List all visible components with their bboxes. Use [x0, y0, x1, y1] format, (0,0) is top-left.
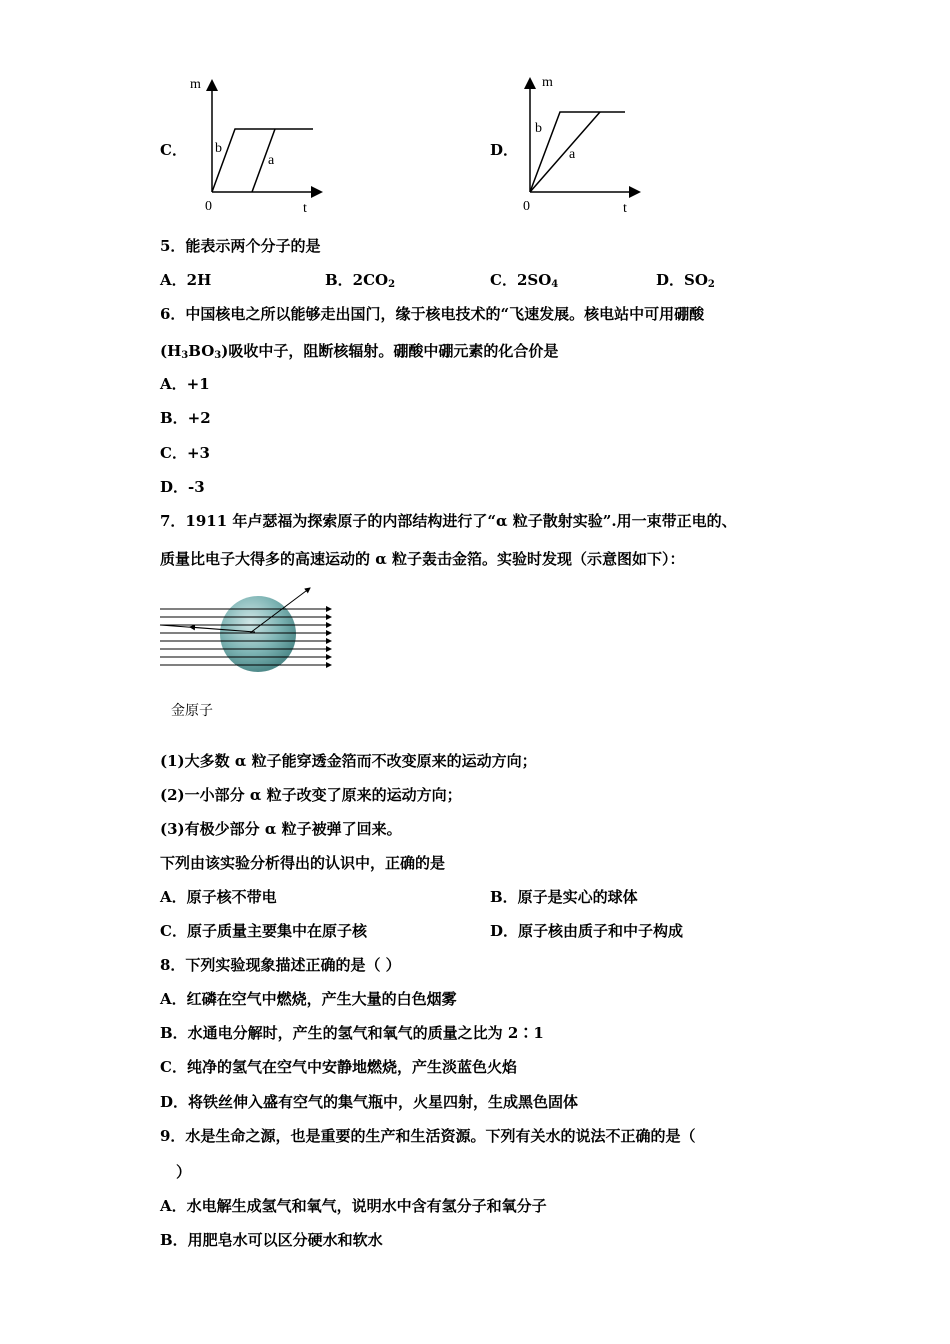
q8-option-d: D．将铁丝伸入盛有空气的集气瓶中，火星四射，生成黑色固体: [160, 1093, 579, 1111]
q6-option-d: D．-3: [160, 478, 205, 496]
curve-a-label: a: [268, 153, 275, 168]
q7-observation-3: (3)有极少部分 α 粒子被弹了回来。: [160, 820, 402, 838]
curve-b: [212, 129, 313, 192]
curve-b: [530, 112, 625, 192]
q8-option-c: C．纯净的氢气在空气中安静地燃烧，产生淡蓝色火焰: [160, 1058, 517, 1076]
q6-stem-line1: 6．中国核电之所以能够走出国门，缘于核电技术的“飞速发展。核电站中可用硼酸: [160, 305, 705, 323]
q9-stem-line1: 9．水是生命之源，也是重要的生产和生活资源。下列有关水的说法不正确的是（: [160, 1127, 696, 1145]
q9-option-b: B．用肥皂水可以区分硬水和软水: [160, 1231, 383, 1249]
curve-a-label: a: [569, 147, 576, 162]
q7-option-b: B．原子是实心的球体: [490, 888, 638, 906]
origin-label: 0: [523, 199, 530, 214]
q7-observation-1: (1)大多数 α 粒子能穿透金箔而不改变原来的运动方向；: [160, 752, 537, 770]
origin-label: 0: [205, 199, 212, 214]
x-axis-label: t: [623, 201, 627, 216]
q7-option-d: D．原子核由质子和中子构成: [490, 922, 684, 940]
q7-stem-line1: 7．1911 年卢瑟福为探索原子的内部结构进行了“α 粒子散射实验”.用一束带正电的、: [160, 512, 737, 530]
q5-option-d: D．$SO_2$: [656, 271, 715, 290]
q7-stem-line2: 质量比电子大得多的高速运动的 α 粒子轰击金箔。实验时发现（示意图如下）：: [160, 550, 685, 568]
curve-b-label: b: [535, 121, 542, 136]
q9-option-a: A．水电解生成氢气和氧气，说明水中含有氢分子和氧分子: [160, 1197, 547, 1215]
q8-option-b: B．水通电分解时，产生的氢气和氧气的质量之比为 2∶1: [160, 1024, 544, 1042]
gold-atom-caption: 金原子: [171, 703, 213, 719]
y-axis-label: m: [542, 75, 553, 90]
q8-stem: 8．下列实验现象描述正确的是（ ）: [160, 956, 401, 974]
q7-option-a: A．原子核不带电: [160, 888, 277, 906]
q6-option-a: A．+1: [160, 375, 210, 393]
q4-graph-d: [505, 72, 650, 222]
q8-option-a: A．红磷在空气中燃烧，产生大量的白色烟雾: [160, 990, 457, 1008]
q4-option-c-label: C．: [160, 141, 187, 159]
curve-b-label: b: [215, 141, 222, 156]
q7-question: 下列由该实验分析得出的认识中，正确的是: [160, 854, 446, 872]
q7-option-c: C．原子质量主要集中在原子核: [160, 922, 367, 940]
q5-stem: 5．能表示两个分子的是: [160, 237, 321, 255]
q5-option-c: C．$2SO_4$: [490, 271, 559, 290]
y-axis-label: m: [190, 77, 201, 92]
q7-observation-2: (2)一小部分 α 粒子改变了原来的运动方向；: [160, 786, 462, 804]
q9-stem-line2: ）: [176, 1163, 192, 1181]
q6-option-c: C．+3: [160, 444, 210, 462]
q4-option-d-label: D．: [490, 141, 519, 159]
alpha-scattering-diagram: [155, 578, 340, 678]
q5-option-a: A．2H: [160, 271, 212, 289]
x-axis-label: t: [303, 201, 307, 216]
q4-graph-c: [185, 72, 330, 222]
q6-stem-line2: $(H_3BO_3)$吸收中子，阻断核辐射。硼酸中硼元素的化合价是: [160, 342, 559, 361]
q6-option-b: B．+2: [160, 409, 211, 427]
q5-option-b: B．$2CO_2$: [325, 271, 396, 290]
